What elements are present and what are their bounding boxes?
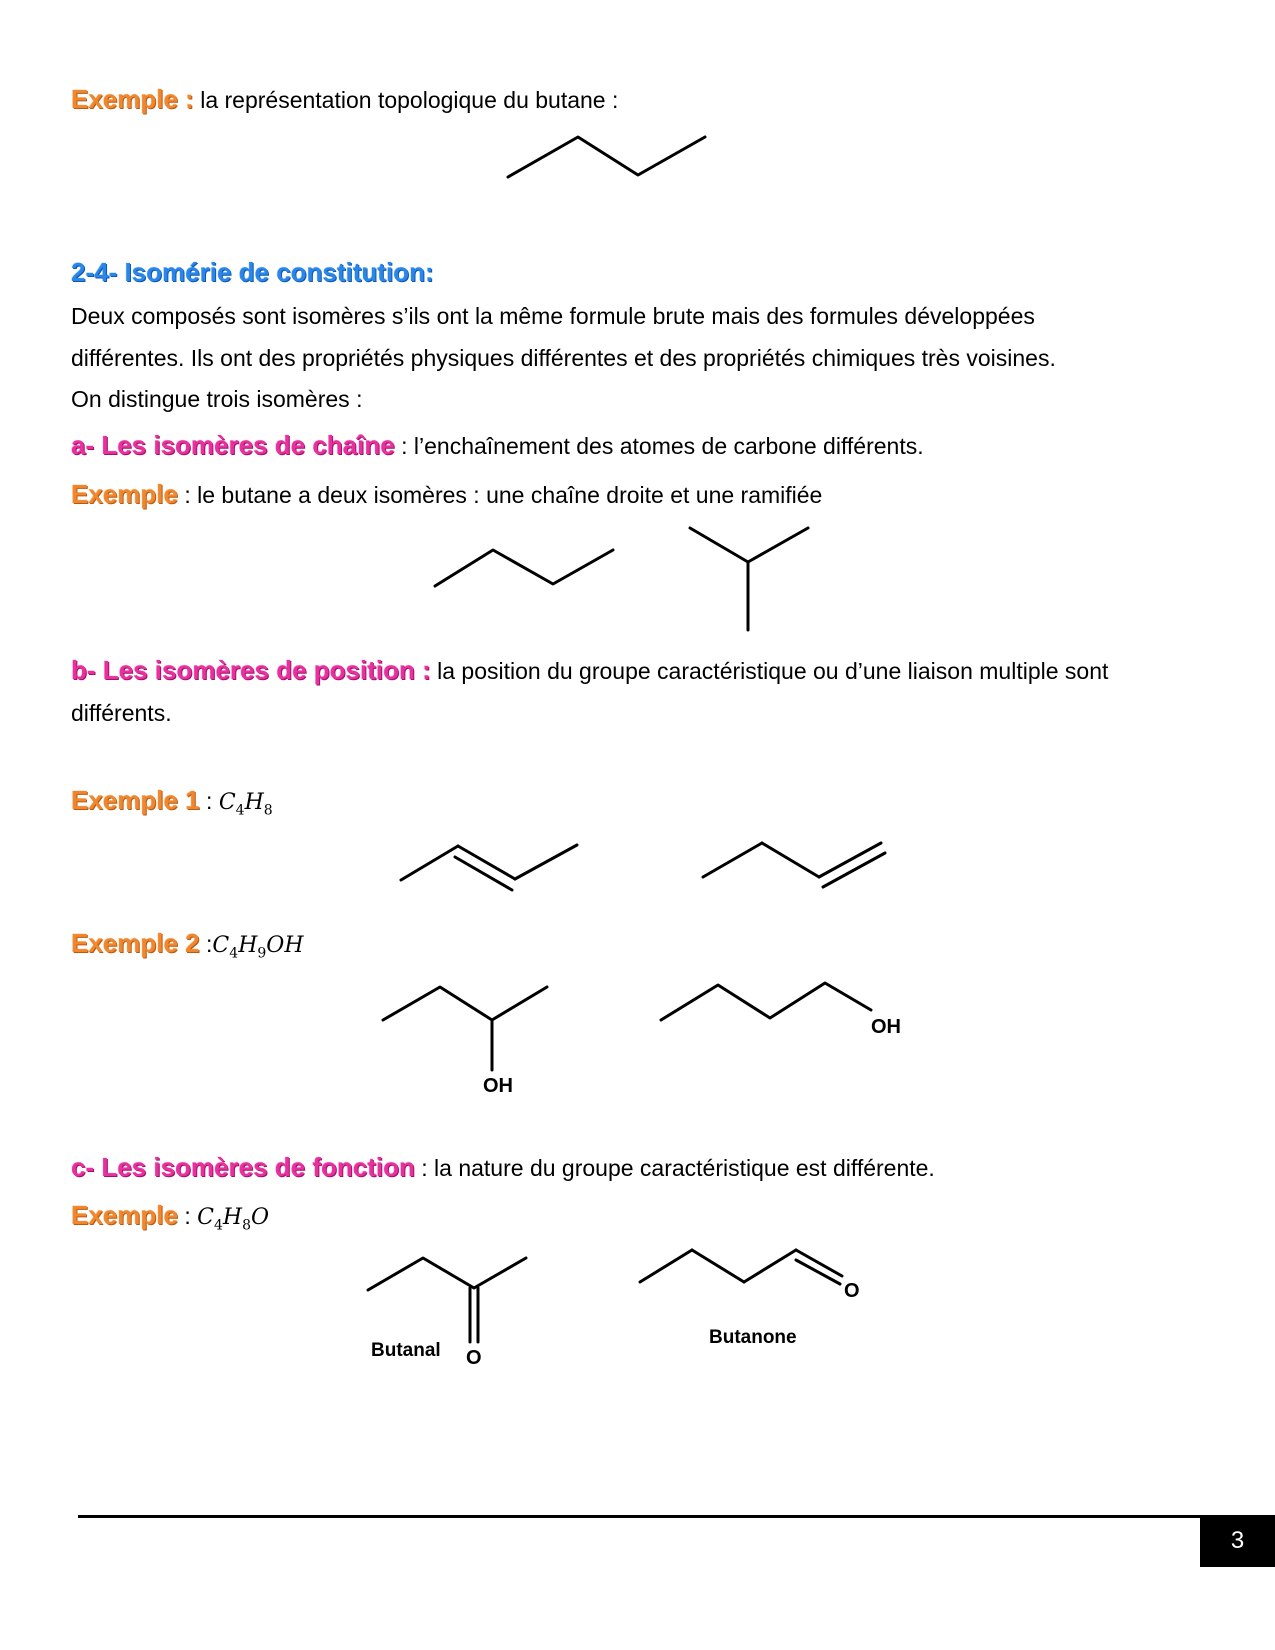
butane-topological-structure [500, 125, 720, 185]
position-example-2 [71, 928, 304, 961]
hydroxyl-label-b: OH [871, 1016, 901, 1038]
chain-example-text: : le butane a deux isomères : une chaîne droite et une ramifiée [177, 482, 823, 508]
formula-c4h9oh: $C_4H_9OH$ [212, 933, 304, 962]
position-example-1-label: Exemple 1 [71, 785, 200, 815]
oxygen-label-a: O [466, 1347, 482, 1369]
paragraph-line-1: Deux composés sont isomères s’ils ont la même formule brute mais des formules développées [71, 303, 1035, 329]
position-isomers-text-2: différents. [71, 700, 172, 726]
function-example [71, 1200, 269, 1233]
chain-isomers-line [71, 430, 924, 461]
but-1-ene-structure [697, 835, 897, 895]
chain-isomers-label: a- Les isomères de chaîne [71, 430, 395, 460]
position-example-2-label: Exemple 2 [71, 928, 200, 958]
chain-example-label: Exemple [71, 479, 178, 509]
paragraph-line-2: différentes. Ils ont des propriétés physiques différentes et des propriétés chimiques très voisines. [71, 345, 1056, 371]
oxygen-label-b: O [844, 1280, 860, 1302]
molecule-name-right: Butanone [709, 1327, 797, 1348]
position-example-1-sep: : [199, 788, 219, 814]
position-example-1 [71, 785, 273, 818]
ketone-structure-left [360, 1250, 560, 1385]
molecule-name-left: Butanal [371, 1340, 441, 1361]
example-line-butane [71, 84, 618, 115]
function-example-label: Exemple [71, 1200, 178, 1230]
chain-isomers-text: : l’enchaînement des atomes de carbone différents. [394, 433, 924, 459]
isobutane-branched-chain [680, 520, 820, 640]
aldehyde-structure-right [632, 1240, 892, 1315]
position-isomers-label: b- Les isomères de position : [71, 655, 431, 685]
footer-rule [78, 1515, 1200, 1518]
section-heading: 2-4- Isomérie de constitution: [71, 257, 434, 287]
example-text: la représentation topologique du butane : [200, 87, 619, 113]
position-example-2-sep: : [199, 931, 213, 957]
chain-example-line [71, 479, 822, 510]
position-isomers-text: la position du groupe caractéristique ou d’une liaison multiple sont [430, 658, 1109, 684]
formula-c4h8: $C_4H_8$ [218, 790, 273, 819]
formula-c4h8o: $C_4H_8O$ [197, 1205, 270, 1234]
example-label: Exemple : [71, 84, 194, 114]
page-number: 3 [1200, 1515, 1275, 1567]
function-example-sep: : [177, 1203, 198, 1229]
position-isomers-line [71, 655, 1108, 686]
butane-straight-chain [425, 540, 625, 600]
function-isomers-text: : la nature du groupe caractéristique est différente. [414, 1155, 935, 1181]
function-isomers-line [71, 1152, 935, 1183]
butan-1-ol-structure [653, 970, 933, 1050]
butan-2-ol-structure [375, 980, 575, 1115]
hydroxyl-label-a: OH [483, 1075, 513, 1097]
but-2-ene-structure [395, 835, 595, 895]
function-isomers-label: c- Les isomères de fonction [71, 1152, 415, 1182]
paragraph-line-3: On distingue trois isomères : [71, 386, 363, 412]
